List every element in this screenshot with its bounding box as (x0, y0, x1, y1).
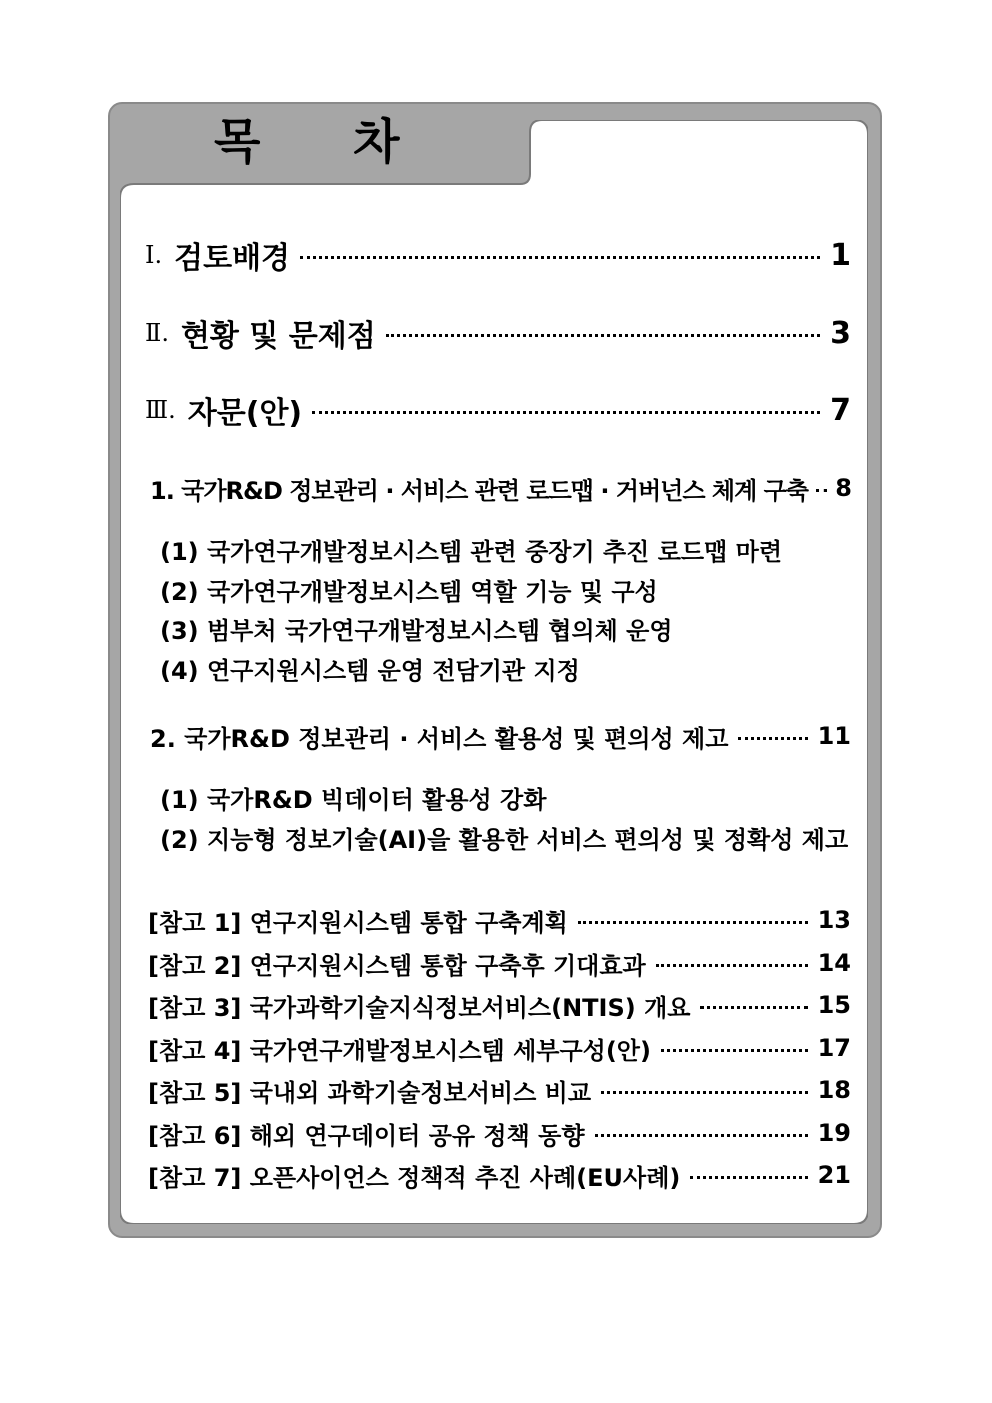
toc-item[interactable]: (2) 지능형 정보기술(AI)을 활용한 서비스 편의성 및 정확성 제고 (160, 826, 849, 854)
page-number: 21 (817, 1161, 851, 1189)
page-number: 14 (817, 949, 851, 977)
page-title: 목 차 (214, 114, 438, 170)
toc-reference-3[interactable] (148, 988, 851, 1022)
leader-dots (601, 1091, 808, 1094)
leader-dots (816, 489, 827, 492)
section-label: 자문(안) (187, 396, 303, 431)
reference-label: [참고 4] 국가연구개발정보시스템 세부구성(안) (148, 1036, 651, 1065)
toc-subsection-1[interactable] (150, 471, 851, 505)
toc-subsection-2[interactable] (150, 719, 851, 753)
toc-reference-7[interactable] (148, 1158, 851, 1192)
toc-section-2[interactable] (145, 313, 851, 353)
section-label: 검토배경 (174, 241, 291, 276)
leader-dots (312, 411, 820, 414)
page-number: 19 (817, 1119, 851, 1147)
leader-dots (386, 334, 820, 337)
page-number: 1 (830, 237, 851, 273)
section-number: Ⅲ. (145, 396, 176, 424)
reference-label: [참고 3] 국가과학기술지식정보서비스(NTIS) 개요 (148, 993, 691, 1022)
page-number: 15 (817, 991, 851, 1019)
toc-reference-4[interactable] (148, 1031, 851, 1065)
toc-item[interactable]: (2) 국가연구개발정보시스템 역할 기능 및 구성 (160, 578, 658, 606)
toc-reference-1[interactable] (148, 903, 851, 937)
toc-item[interactable]: (4) 연구지원시스템 운영 전담기관 지정 (160, 657, 580, 685)
page-number: 7 (830, 392, 851, 428)
leader-dots (656, 964, 808, 967)
toc-section-3[interactable] (145, 390, 851, 430)
toc-section-1[interactable] (145, 235, 851, 275)
reference-label: [참고 7] 오픈사이언스 정책적 추진 사례(EU사례) (148, 1163, 681, 1192)
page-number: 3 (830, 315, 851, 351)
section-number: Ⅰ. (145, 241, 163, 269)
leader-dots (595, 1134, 808, 1137)
section-label: 현황 및 문제점 (180, 319, 376, 354)
leader-dots (738, 737, 807, 740)
reference-label: [참고 6] 해외 연구데이터 공유 정책 동향 (148, 1121, 585, 1150)
leader-dots (690, 1176, 807, 1179)
leader-dots (661, 1049, 808, 1052)
leader-dots (578, 921, 808, 924)
leader-dots (700, 1006, 807, 1009)
page-number: 17 (817, 1034, 851, 1062)
page-number: 18 (817, 1076, 851, 1104)
page-number: 13 (817, 906, 851, 934)
reference-label: [참고 1] 연구지원시스템 통합 구축계획 (148, 908, 568, 937)
leader-dots (300, 256, 820, 259)
toc-item[interactable]: (1) 국가R&D 빅데이터 활용성 강화 (160, 786, 547, 814)
toc-item[interactable]: (1) 국가연구개발정보시스템 관련 중장기 추진 로드맵 마련 (160, 538, 782, 566)
toc-reference-6[interactable] (148, 1116, 851, 1150)
reference-label: [참고 5] 국내외 과학기술정보서비스 비교 (148, 1078, 592, 1107)
reference-label: [참고 2] 연구지원시스템 통합 구축후 기대효과 (148, 951, 646, 980)
page-number: 8 (835, 474, 851, 502)
subsection-label: 2. 국가R&D 정보관리 · 서비스 활용성 및 편의성 제고 (150, 724, 729, 753)
toc-reference-5[interactable] (148, 1073, 851, 1107)
page-number: 11 (817, 722, 851, 750)
toc-reference-2[interactable] (148, 946, 851, 980)
section-number: Ⅱ. (145, 319, 169, 347)
toc-item[interactable]: (3) 범부처 국가연구개발정보시스템 협의체 운영 (160, 617, 673, 645)
subsection-label: 1. 국가R&D 정보관리 · 서비스 관련 로드맵 · 거버넌스 체계 구축 (150, 476, 808, 505)
